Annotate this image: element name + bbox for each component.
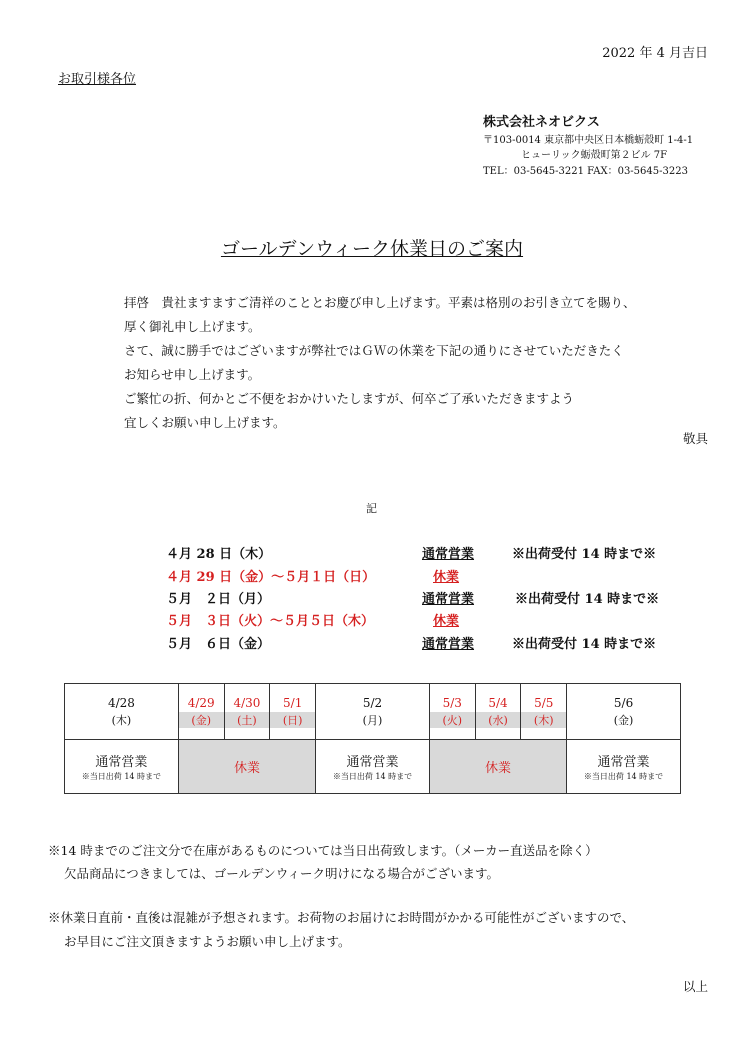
note-line: ※14 時までのご注文分で在庫があるものについては当日出荷致します。（メーカー直送品を除く）: [48, 843, 598, 858]
schedule-status: 休業: [433, 614, 460, 629]
day-weekday: (金): [179, 712, 224, 728]
calendar-day: [65, 684, 179, 740]
body-line: ご繁忙の折、何かとご不便をおかけいたしますが、何卒ご了承いただきますよう: [124, 391, 575, 406]
calendar-day: [521, 684, 567, 740]
body-line: お知らせ申し上げます。: [124, 367, 261, 382]
page-title: [0, 234, 744, 261]
note-line: ※休業日直前・直後は混雑が予想されます。お荷物のお届けにお時間がかかる可能性がございますので、: [48, 910, 635, 925]
note-line: お早目にご注文頂きますようお願い申し上げます。: [64, 934, 351, 949]
schedule-status: 通常営業: [422, 637, 475, 652]
schedule-date: ４月 29 日（金）～５月１日（日）: [166, 570, 376, 585]
day-weekday: (木): [521, 712, 566, 728]
schedule-date: ４月 28 日（木）: [166, 547, 272, 562]
day-weekday: (日): [270, 712, 315, 728]
body-line: 拝啓 貴社ますますご清祥のこととお慶び申し上げます。平素は格別のお引き立てを賜り、: [124, 295, 636, 310]
day-weekday: (水): [476, 712, 521, 728]
calendar-day: [178, 684, 224, 740]
calendar-status-closed: [429, 740, 566, 794]
closing-greeting: 敬具: [682, 431, 708, 446]
day-weekday: (木): [111, 713, 132, 727]
status-label: 通常営業: [346, 755, 399, 770]
day-date: 5/1: [283, 695, 303, 710]
calendar-status-closed: [178, 740, 315, 794]
schedule-date: ５月 ３日（火）～５月５日（木）: [166, 614, 375, 629]
schedule-date: ５月 ６日（金）: [166, 637, 271, 652]
schedule-status: 休業: [433, 570, 460, 585]
status-sub: ※当日出荷 14 時まで: [583, 772, 664, 781]
note-line: 欠品商品につきましては、ゴールデンウィーク明けになる場合がございます。: [64, 866, 500, 881]
body-line: さて、誠に勝手ではございますが弊社ではＧＷの休業を下記の通りにさせていただきたく: [124, 343, 624, 358]
issue-date: 2022 年 4 月吉日: [602, 46, 708, 61]
schedule-date: ５月 ２日（月）: [166, 592, 271, 607]
calendar-status-open: [567, 740, 681, 794]
schedule-note: ※出荷受付 14 時まで※: [515, 592, 660, 607]
body-line: 厚く御礼申し上げます。: [124, 319, 261, 334]
day-date: 4/30: [233, 695, 261, 710]
page-title-text: ゴールデンウィーク休業日のご案内: [220, 238, 524, 260]
calendar-day: [567, 684, 681, 740]
company-contact: TEL：03-5645-3221 FAX：03-5645-3223: [483, 166, 688, 177]
day-date: 5/5: [534, 695, 554, 710]
schedule-note: ※出荷受付 14 時まで※: [512, 637, 657, 652]
day-date: 5/6: [613, 695, 634, 710]
day-weekday: (月): [362, 713, 383, 727]
body-line: 宜しくお願い申し上げます。: [124, 415, 286, 430]
company-address-2: ヒューリック蛎殻町第２ビル 7F: [521, 150, 668, 161]
day-date: 5/4: [488, 695, 508, 710]
status-sub: ※当日出荷 14 時まで: [81, 772, 162, 781]
calendar-day: [270, 684, 316, 740]
calendar-day: [316, 684, 430, 740]
calendar-day: [429, 684, 475, 740]
day-date: 5/2: [362, 695, 383, 710]
recipient: お取引様各位: [58, 72, 137, 87]
end-mark: 以上: [682, 979, 708, 994]
day-date: 4/28: [107, 695, 135, 710]
calendar-day: [475, 684, 521, 740]
calendar-status-open: [65, 740, 179, 794]
schedule-status: 通常営業: [422, 592, 475, 607]
day-weekday: (金): [613, 713, 634, 727]
status-label: 休業: [233, 761, 260, 776]
company-address-1: 〒103-0014 東京都中央区日本橋蛎殻町 1-4-1: [483, 135, 694, 146]
status-label: 通常営業: [597, 755, 650, 770]
status-label: 通常営業: [95, 755, 148, 770]
day-date: 5/3: [442, 695, 462, 710]
schedule-note: ※出荷受付 14 時まで※: [512, 547, 657, 562]
schedule-status: 通常営業: [422, 547, 475, 562]
day-weekday: (火): [430, 712, 475, 728]
ki-label: 記: [366, 502, 377, 515]
company-name: 株式会社ネオビクス: [483, 115, 600, 130]
status-label: 休業: [484, 761, 511, 776]
day-date: 4/29: [187, 695, 215, 710]
day-weekday: (土): [225, 712, 270, 728]
calendar-table: [64, 683, 681, 794]
calendar-status-open: [316, 740, 430, 794]
calendar-day: [224, 684, 270, 740]
status-sub: ※当日出荷 14 時まで: [332, 772, 413, 781]
